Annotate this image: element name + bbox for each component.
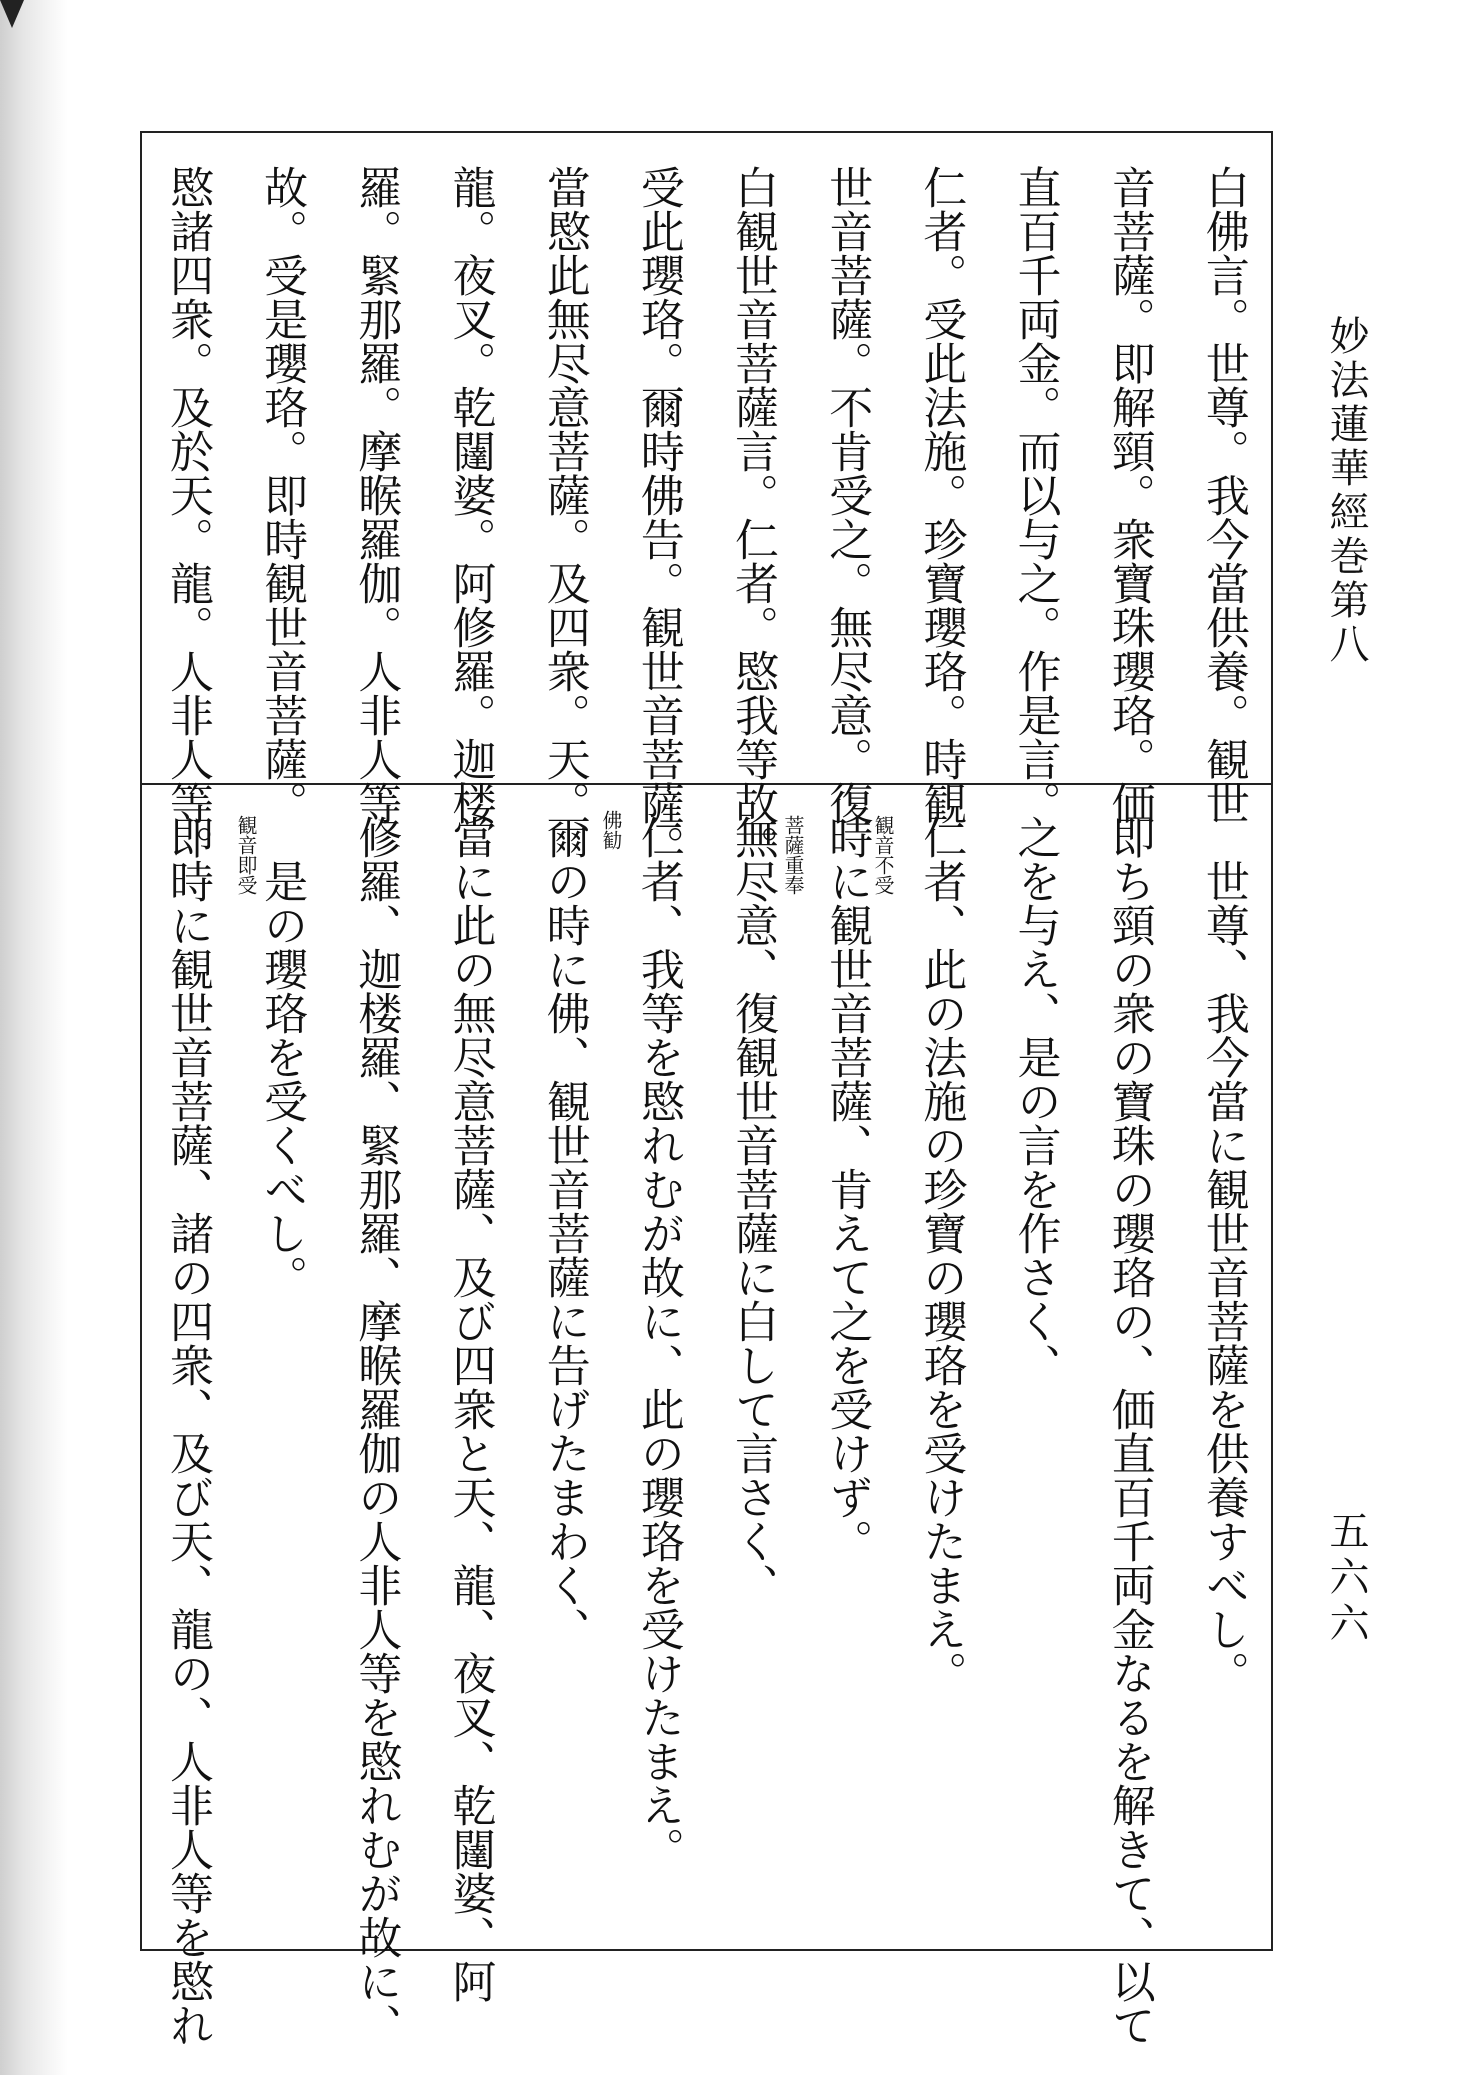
kanbun-column: 受此瓔珞。爾時佛告。観世音菩薩。 (632, 165, 684, 869)
reading-column: 爾の時に佛、観世音菩薩に告げたまわく、 (538, 815, 590, 1651)
kanbun-column: 音菩薩。即解頸。衆寶珠瓔珞。価 (1103, 165, 1155, 825)
gutter-corner-mark (0, 0, 24, 28)
margin-note: 観音即受 (234, 815, 258, 895)
page-number: 五六六 (1323, 1510, 1369, 1648)
kanbun-column: 白佛言。世尊。我今當供養。観世 (1197, 165, 1249, 825)
kanbun-column: 故。受是瓔珞。即時観世音菩薩。 (256, 165, 308, 825)
margin-note: 佛勧 (599, 810, 623, 850)
reading-column: 世尊、我今當に観世音菩薩を供養すべし。 (1197, 859, 1249, 1695)
reading-column: 即時に観世音菩薩、諸の四衆、及び天、龍の、人非人等を愍れ (162, 815, 213, 2047)
margin-note: 観音不受 (871, 815, 895, 895)
kanbun-column: 仁者。受此法施。珍寶瓔珞。時観 (915, 165, 967, 825)
reading-column: 仁者、我等を愍れむが故に、此の瓔珞を受けたまえ。 (632, 815, 684, 1871)
reading-block (162, 815, 1249, 2047)
reading-column: 仁者、此の法施の珍寶の瓔珞を受けたまえ。 (915, 815, 967, 1695)
reading-column: 之を与え、是の言を作さく、 (1009, 815, 1061, 1387)
kanbun-column: 當愍此無尽意菩薩。及四衆。天。 (538, 165, 590, 825)
scan-gutter-shadow (0, 0, 68, 2075)
kanbun-column: 羅。緊那羅。摩睺羅伽。人非人等 (350, 165, 402, 825)
kanbun-column: 直百千両金。而以与之。作是言。 (1009, 165, 1061, 825)
kanbun-column: 愍諸四衆。及於天。龍。人非人等。 (162, 165, 213, 869)
reading-column: 即ち頸の衆の寶珠の瓔珞の、価直百千両金なるを解きて、以て (1103, 815, 1155, 2047)
reading-column: 當に此の無尽意菩薩、及び四衆と天、龍、夜叉、乾闥婆、阿 (444, 815, 496, 2003)
kanbun-column: 世音菩薩。不肯受之。無尽意。復 (821, 165, 873, 825)
book-title: 妙法蓮華經巻第八 (1323, 315, 1369, 667)
margin-note: 菩薩重奉 (781, 815, 805, 895)
kanbun-column: 白観世音菩薩言。仁者。愍我等故。 (727, 165, 779, 869)
reading-column: 無尽意、復観世音菩薩に白して言さく、 (727, 815, 779, 1607)
reading-column: 時に観世音菩薩、肯えて之を受けず。 (821, 815, 873, 1563)
reading-column: 修羅、迦楼羅、緊那羅、摩睺羅伽の人非人等を愍れむが故に、 (350, 815, 402, 2047)
reading-column: 是の瓔珞を受くべし。 (256, 859, 308, 1299)
kanbun-column: 龍。夜叉。乾闥婆。阿修羅。迦楼 (444, 165, 496, 825)
